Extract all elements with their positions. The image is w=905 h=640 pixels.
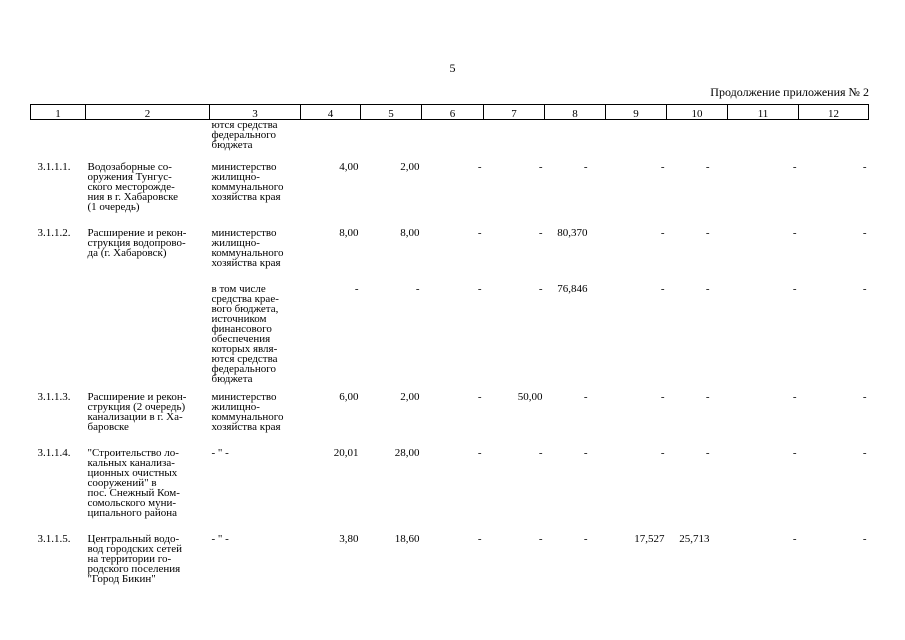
table-row <box>31 534 869 600</box>
table-row <box>31 448 869 534</box>
column-header-4: 4 <box>301 105 361 120</box>
value-cell-col-8: 76,846 <box>557 283 588 295</box>
value-cell-col-11: - <box>792 283 797 295</box>
value-cell-col-7: - <box>538 227 543 239</box>
value-cell-col-10: - <box>705 447 710 459</box>
value-cell-col-9: - <box>660 161 665 173</box>
item-name <box>86 284 210 392</box>
executor: министерство жилищно- коммунального хозяйства края <box>211 227 284 269</box>
value-cell-col-5: 18,60 <box>394 533 420 545</box>
value-cell-col-8: 80,370 <box>557 227 588 239</box>
value-cell-col-5: 8,00 <box>400 227 420 239</box>
table-row <box>31 228 869 284</box>
table-row <box>31 162 869 228</box>
value-cell-col-8: - <box>583 161 588 173</box>
value-cell-col-12: - <box>862 533 867 545</box>
item-name: Расширение и рекон- струкция (2 очередь) канализации в г. Ха- баровске <box>87 391 187 433</box>
continuation-label: Продолжение приложения № 2 <box>710 85 869 99</box>
value-cell-col-8: - <box>583 391 588 403</box>
value-cell-col-5: 28,00 <box>394 447 420 459</box>
executor: ются средства федерального бюджета <box>211 119 278 151</box>
value-cell-col-10: - <box>705 161 710 173</box>
item-number <box>31 120 86 163</box>
item-number <box>31 284 86 392</box>
value-cell-col-5: - <box>415 283 420 295</box>
value-cell-col-9: - <box>660 447 665 459</box>
page-number: 5 <box>449 61 456 75</box>
value-cell-col-12: - <box>862 391 867 403</box>
value-cell-col-7: - <box>538 161 543 173</box>
value-cell-col-6 <box>422 120 484 163</box>
executor: министерство жилищно- коммунального хозяйства края <box>211 391 284 433</box>
column-header-11: 11 <box>728 105 799 120</box>
value-cell-col-12 <box>799 120 869 163</box>
value-cell-col-8: - <box>583 447 588 459</box>
value-cell-col-6: - <box>477 283 482 295</box>
column-header-9: 9 <box>606 105 667 120</box>
column-header-8: 8 <box>545 105 606 120</box>
value-cell-col-5: 2,00 <box>400 161 420 173</box>
value-cell-col-9 <box>606 120 667 163</box>
value-cell-col-12: - <box>862 447 867 459</box>
executor: - " - <box>211 447 229 459</box>
value-cell-col-6: - <box>477 391 482 403</box>
value-cell-col-9: 17,527 <box>634 533 665 545</box>
value-cell-col-7: - <box>538 533 543 545</box>
item-name: Центральный водо- вод городских сетей на территории го- родского поселения "Город Бикин" <box>87 533 183 585</box>
value-cell-col-10: - <box>705 391 710 403</box>
value-cell-col-4: - <box>354 283 359 295</box>
column-header-10: 10 <box>667 105 728 120</box>
value-cell-col-4 <box>301 120 361 163</box>
column-header-5: 5 <box>361 105 422 120</box>
value-cell-col-4: 6,00 <box>339 391 359 403</box>
column-header-7: 7 <box>484 105 545 120</box>
value-cell-col-9: - <box>660 283 665 295</box>
item-number: 3.1.1.1. <box>37 161 71 173</box>
value-cell-col-11: - <box>792 533 797 545</box>
value-cell-col-4: 20,01 <box>333 447 359 459</box>
column-header-3: 3 <box>210 105 301 120</box>
value-cell-col-11 <box>728 120 799 163</box>
item-number: 3.1.1.2. <box>37 227 71 239</box>
column-header-row <box>31 105 869 120</box>
executor: - " - <box>211 533 229 545</box>
executor: министерство жилищно- коммунального хозяйства края <box>211 161 284 203</box>
column-header-1: 1 <box>31 105 86 120</box>
value-cell-col-7: 50,00 <box>517 391 543 403</box>
value-cell-col-12: - <box>862 227 867 239</box>
value-cell-col-10: - <box>705 227 710 239</box>
column-header-6: 6 <box>422 105 484 120</box>
value-cell-col-10: 25,713 <box>679 533 710 545</box>
value-cell-col-11: - <box>792 447 797 459</box>
value-cell-col-9: - <box>660 227 665 239</box>
value-cell-col-10 <box>667 120 728 163</box>
value-cell-col-11: - <box>792 391 797 403</box>
value-cell-col-8: - <box>583 533 588 545</box>
table-row <box>31 120 869 163</box>
value-cell-col-4: 4,00 <box>339 161 359 173</box>
value-cell-col-12: - <box>862 161 867 173</box>
item-name: Водозаборные со- оружения Тунгус- ского месторожде- ния в г. Хабаровске (1 очередь) <box>87 161 179 213</box>
item-number: 3.1.1.5. <box>37 533 71 545</box>
column-header-2: 2 <box>86 105 210 120</box>
value-cell-col-7: - <box>538 283 543 295</box>
item-number: 3.1.1.3. <box>37 391 71 403</box>
value-cell-col-4: 8,00 <box>339 227 359 239</box>
value-cell-col-5: 2,00 <box>400 391 420 403</box>
value-cell-col-7: - <box>538 447 543 459</box>
value-cell-col-11: - <box>792 161 797 173</box>
value-cell-col-12: - <box>862 283 867 295</box>
item-number: 3.1.1.4. <box>37 447 71 459</box>
value-cell-col-6: - <box>477 447 482 459</box>
appendix-table <box>30 104 869 600</box>
value-cell-col-5 <box>361 120 422 163</box>
value-cell-col-9: - <box>660 391 665 403</box>
value-cell-col-4: 3,80 <box>339 533 359 545</box>
column-header-12: 12 <box>799 105 869 120</box>
value-cell-col-7 <box>484 120 545 163</box>
executor: в том числе средства крае- вого бюджета, источником финансового обеспечения которых явля- ются средства федерального бюджета <box>211 283 279 385</box>
value-cell-col-8 <box>545 120 606 163</box>
item-name: "Строительство ло- кальных канализа- ционных очистных сооружений" в пос. Снежный Ком- сомольского муни- ципального района <box>87 447 180 519</box>
value-cell-col-6: - <box>477 533 482 545</box>
value-cell-col-10: - <box>705 283 710 295</box>
table-row <box>31 392 869 448</box>
item-name: Расширение и рекон- струкция водопрово- да (г. Хабаровск) <box>87 227 187 259</box>
item-name <box>86 120 210 163</box>
value-cell-col-11: - <box>792 227 797 239</box>
value-cell-col-6: - <box>477 161 482 173</box>
table-row <box>31 284 869 392</box>
value-cell-col-6: - <box>477 227 482 239</box>
